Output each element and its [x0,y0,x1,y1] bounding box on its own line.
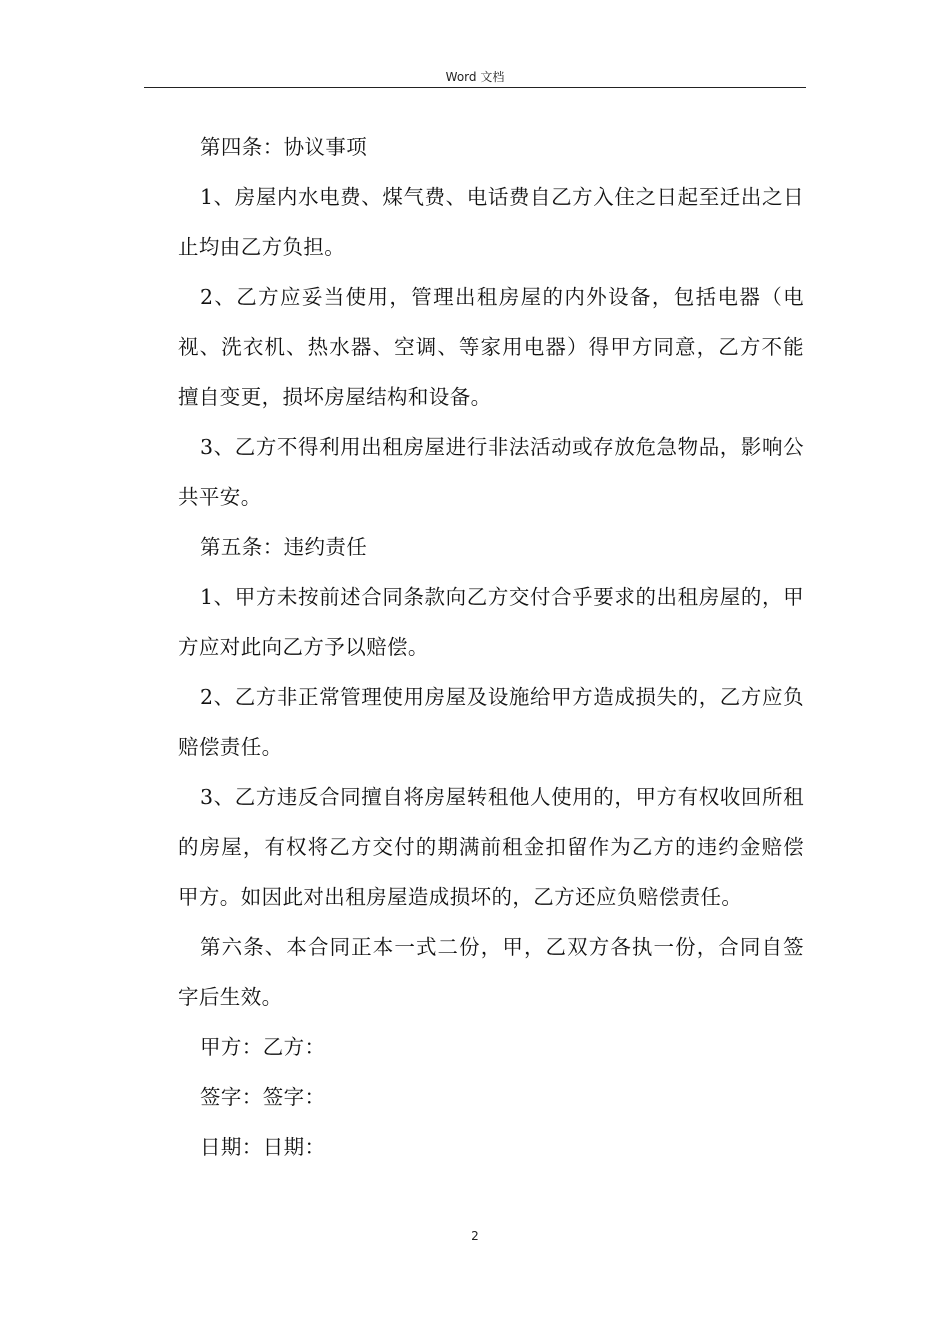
paragraph-5-1: 1、甲方未按前述合同条款向乙方交付合乎要求的出租房屋的，甲方应对此向乙方予以赔偿。 [178,585,804,659]
page-number: 2 [471,1229,479,1243]
signature-date: 日期：日期： [200,1135,326,1159]
page-header: Word 文档 [445,70,505,84]
signature-parties: 甲方：乙方： [200,1035,326,1059]
paragraph-4-1: 1、房屋内水电费、煤气费、电话费自乙方入住之日起至迁出之日止均由乙方负担。 [178,185,804,259]
paragraph-article-6: 第六条、本合同正本一式二份，甲，乙双方各执一份，合同自签字后生效。 [178,935,804,1009]
document-body [178,122,804,1172]
paragraph-5-3: 3、乙方违反合同擅自将房屋转租他人使用的，甲方有权收回所租的房屋，有权将乙方交付的期满前租金扣留作为乙方的违约金赔偿甲方。如因此对出租房屋造成损坏的，乙方还应负赔偿责任。 [178,785,804,909]
paragraph-4-3: 3、乙方不得利用出租房屋进行非法活动或存放危急物品，影响公共平安。 [178,435,804,509]
signature-line: 签字：签字： [200,1085,326,1109]
header-divider [144,87,806,88]
paragraph-5-2: 2、乙方非正常管理使用房屋及设施给甲方造成损失的，乙方应负赔偿责任。 [178,685,804,759]
paragraph-4-2: 2、乙方应妥当使用，管理出租房屋的内外设备，包括电器（电视、洗衣机、热水器、空调、等家用电器）得甲方同意，乙方不能擅自变更，损坏房屋结构和设备。 [178,285,804,409]
section-heading-article-4: 第四条：协议事项 [200,135,368,159]
section-heading-article-5: 第五条：违约责任 [200,535,368,559]
